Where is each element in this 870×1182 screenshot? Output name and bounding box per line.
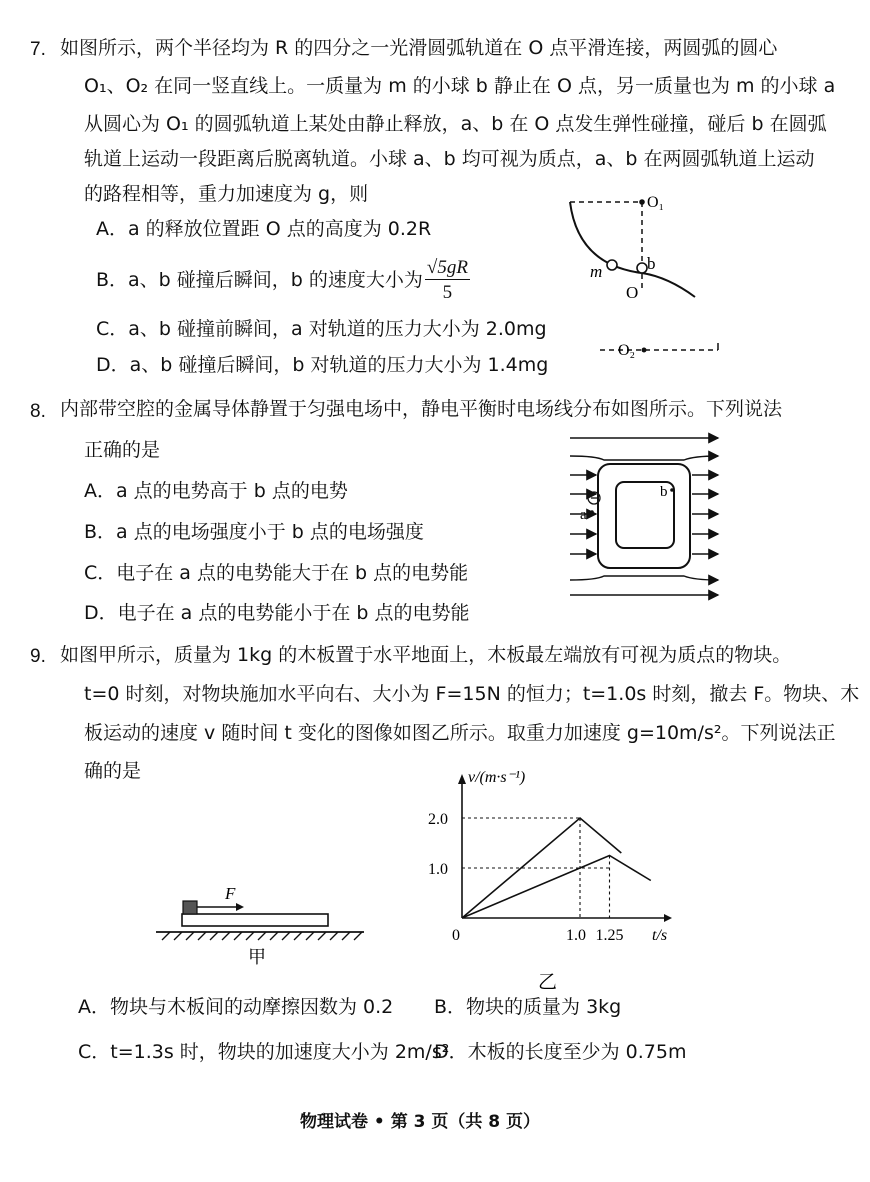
x-tick-label: 1.0 — [566, 927, 586, 944]
label-a: a — [580, 507, 587, 523]
point-a-dot — [590, 510, 594, 514]
x-tick-label: 1.25 — [595, 927, 624, 944]
point-b-dot — [670, 488, 674, 492]
option-a: A．a 点的电势高于 b 点的电势 — [84, 480, 348, 502]
question-number: 7. — [30, 39, 46, 60]
question-text-line: 从圆心为 O₁ 的圆弧轨道上某处由静止释放，a、b 在 O 点发生弹性碰撞，碰后 b 在圆弧 — [84, 113, 827, 135]
center-o1-dot — [639, 199, 645, 205]
arc-track-upper — [570, 202, 642, 273]
option-a: A．a 的释放位置距 O 点的高度为 0.2R — [96, 218, 432, 240]
question-number: 8. — [30, 401, 46, 422]
ball-a — [607, 260, 617, 270]
option-c: C．a、b 碰撞前瞬间，a 对轨道的压力大小为 2.0mg — [96, 318, 547, 340]
y-tick-label: 1.0 — [428, 861, 448, 878]
option-d: D．木板的长度至少为 0.75m — [434, 1041, 687, 1063]
question-text-line: 的路程相等，重力加速度为 g，则 — [84, 183, 369, 205]
q7-arc-track-figure — [560, 185, 730, 365]
ball-b — [637, 263, 647, 273]
label-o1: O₁ — [647, 194, 665, 211]
q9-vt-chart — [420, 769, 680, 993]
question-text-line: 如图所示，两个半径均为 R 的四分之一光滑圆弧轨道在 O 点平滑连接，两圆弧的圆心 — [60, 37, 778, 59]
option-c: C．电子在 a 点的电势能大于在 b 点的电势能 — [84, 562, 469, 584]
y-axis-arrowhead — [458, 774, 466, 784]
option-d: D．a、b 碰撞后瞬间，b 对轨道的压力大小为 1.4mg — [96, 354, 549, 376]
block — [183, 901, 197, 914]
option-b — [96, 258, 470, 302]
question-text-line: 内部带空腔的金属导体静置于匀强电场中，静电平衡时电场线分布如图所示。下列说法 — [60, 398, 783, 420]
option-b: B．物块的质量为 3kg — [434, 996, 622, 1018]
fraction — [425, 258, 470, 302]
label-force: F — [225, 884, 236, 903]
x-axis-label: t/s — [652, 927, 668, 944]
wooden-board — [182, 914, 328, 926]
fraction-denominator: 5 — [442, 282, 453, 303]
option-c: C．t=1.3s 时，物块的加速度大小为 2m/s² — [78, 1041, 450, 1063]
option-b: B．a 点的电场强度小于 b 点的电场强度 — [84, 521, 424, 543]
arc-track-lower — [642, 273, 695, 297]
question-text-line: t=0 时刻，对物块施加水平向右、大小为 F=15N 的恒力；t=1.0s 时刻，撤去 F。物块、木 — [84, 683, 860, 705]
center-o2-dot — [642, 348, 647, 353]
question-text-line: 板运动的速度 v 随时间 t 变化的图像如图乙所示。取重力加速度 g=10m/s²。下列说法正 — [84, 722, 836, 744]
question-text-line: 确的是 — [84, 760, 142, 782]
ground-hatch — [162, 932, 362, 940]
option-d: D．电子在 a 点的电势能小于在 b 点的电势能 — [84, 602, 470, 624]
page-footer: 物理试卷 • 第 3 页（共 8 页） — [300, 1112, 541, 1132]
option-b-text: B．a、b 碰撞后瞬间，b 的速度大小为 — [96, 268, 423, 291]
q9-figure-jia — [150, 880, 370, 970]
label-b: b — [660, 484, 668, 500]
q8-field-lines-figure — [566, 430, 726, 600]
label-b: b — [647, 254, 656, 273]
fraction-numerator: √5gR — [426, 257, 468, 278]
x-axis-arrowhead — [664, 914, 672, 922]
field-lines — [570, 438, 718, 595]
label-m: m — [590, 262, 603, 281]
question-text-line: O₁、O₂ 在同一竖直线上。一质量为 m 的小球 b 静止在 O 点，另一质量也为 m 的小球 a — [84, 75, 836, 97]
figure-caption-jia: 甲 — [248, 947, 266, 967]
label-o2: O₂ — [618, 342, 636, 359]
conductor-outer-surface — [598, 464, 690, 568]
figure-caption-yi: 乙 — [538, 972, 558, 993]
label-o: O — [626, 283, 639, 302]
option-a: A．物块与木板间的动摩擦因数为 0.2 — [78, 996, 394, 1018]
force-arrowhead — [236, 903, 244, 911]
series-line-2 — [462, 856, 651, 919]
question-text-line: 如图甲所示，质量为 1kg 的木板置于水平地面上，木板最左端放有可视为质点的物块。 — [60, 644, 792, 666]
origin-tick-label: 0 — [452, 927, 460, 944]
question-number: 9. — [30, 646, 46, 667]
y-axis-label: v/(m·s⁻¹) — [468, 769, 526, 786]
y-tick-label: 2.0 — [428, 811, 448, 828]
question-text-line: 正确的是 — [84, 439, 161, 461]
question-text-line: 轨道上运动一段距离后脱离轨道。小球 a、b 均可视为质点，a、b 在两圆弧轨道上运动 — [84, 148, 815, 170]
